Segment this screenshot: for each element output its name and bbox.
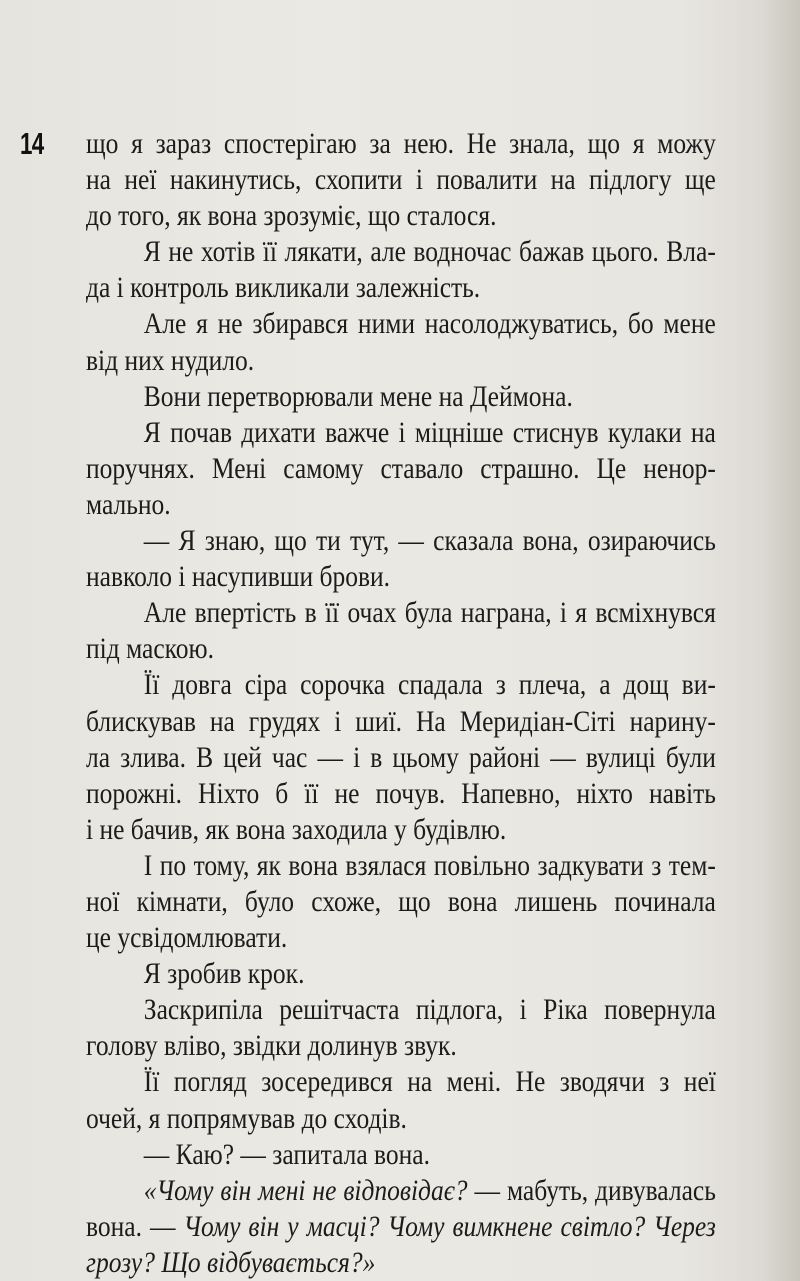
text-line [86,1209,716,1245]
italic-text: «Чому він мені не відповідає? [143,1173,468,1207]
paragraph [86,234,716,306]
paragraph [86,667,716,847]
text-line [86,198,716,234]
text-line [86,523,716,559]
text-line [86,1101,716,1137]
italic-text: Чому він у масці? Чому вимкнене світло? Через [183,1209,716,1243]
text-line [86,848,716,884]
text-line [86,920,716,956]
text-line [86,776,716,812]
text-segment: вона. — [86,1209,184,1243]
text-segment: навколо і насупивши брови. [86,560,391,594]
text-segment: да і контроль викликали залежність. [86,271,481,305]
text-segment: від них нудило. [86,343,255,377]
paragraph [86,992,716,1064]
text-segment: під маскою. [86,632,214,666]
text-line [86,956,716,992]
text-line [86,667,716,703]
text-line [86,343,716,379]
text-line [86,126,716,162]
text-segment: — мабуть, дивувалась [467,1173,716,1207]
text-segment: ла злива. В цей час — і в цьому районі — вулиці були [86,740,716,774]
text-segment: Я почав дихати важче і міцніше стиснув кулаки на [143,415,716,449]
text-segment: — Я знаю, що ти тут, — сказала вона, озираючись [143,524,716,558]
text-line [86,1064,716,1100]
text-segment: Вони перетворювали мене на Деймона. [143,379,573,413]
text-segment: це усвідомлювати. [86,921,288,955]
text-segment: порожні. Ніхто б її не почув. Напевно, ніхто навіть [86,776,716,810]
text-line [86,234,716,270]
text-line [86,631,716,667]
paragraph [86,126,716,234]
text-line [86,270,716,306]
text-line [86,379,716,415]
body-text [86,126,716,1281]
text-segment: Я зробив крок. [143,957,305,991]
text-segment: до того, як вона зрозуміє, що сталося. [86,199,497,233]
text-line [86,884,716,920]
text-segment: Я не хотів її лякати, але водночас бажав цього. Вла- [143,235,716,269]
text-line [86,1028,716,1064]
text-line [86,812,716,848]
paragraph [86,306,716,378]
text-line [86,306,716,342]
text-segment: голову вліво, звідки долинув звук. [86,1029,457,1063]
paragraph [86,379,716,415]
text-line [86,487,716,523]
text-line [86,1173,716,1209]
text-line [86,1245,716,1281]
text-line [86,992,716,1028]
text-segment: ної кімнати, було схоже, що вона лишень починала [86,884,716,918]
text-segment: Але я не збирався ними насолоджуватись, бо мене [143,307,716,341]
text-segment: що я зараз спостерігаю за нею. Не знала, що я можу [86,127,716,160]
paragraph [86,956,716,992]
text-segment: на неї накинутись, схопити і повалити на підлогу ще [86,163,716,197]
text-segment: І по тому, як вона взялася повільно задкувати з тем- [143,848,716,882]
text-line [86,704,716,740]
text-line [86,1137,716,1173]
text-line [86,451,716,487]
text-segment: Але впертість в її очах була награна, і я всміхнувся [143,596,716,630]
text-segment: Її погляд зосередився на мені. Не зводячи з неї [143,1065,716,1099]
text-segment: Заскрипіла решітчаста підлога, і Ріка повернула [143,993,716,1027]
text-segment: і не бачив, як вона заходила у будівлю. [86,812,507,846]
text-segment: — Каю? — запитала вона. [143,1137,431,1171]
text-line [86,740,716,776]
text-segment: поручнях. Мені самому ставало страшно. Це ненор- [86,451,716,485]
page-number: 14 [20,126,44,161]
paragraph [86,1064,716,1136]
paragraph [86,1173,716,1281]
text-line [86,162,716,198]
paragraph [86,523,716,595]
paragraph [86,415,716,523]
text-line [86,415,716,451]
text-segment: мально. [86,487,171,521]
paragraph [86,1137,716,1173]
text-line [86,559,716,595]
paragraph [86,848,716,956]
text-segment: блискував на грудях і шиї. На Меридіан-Сіті нарину- [86,704,716,738]
text-segment: Її довга сіра сорочка спадала з плеча, а дощ ви- [143,668,716,702]
text-segment: очей, я попрямував до сходів. [86,1101,407,1135]
italic-text: грозу? Що відбувається?» [86,1245,376,1279]
text-line [86,595,716,631]
paragraph [86,595,716,667]
